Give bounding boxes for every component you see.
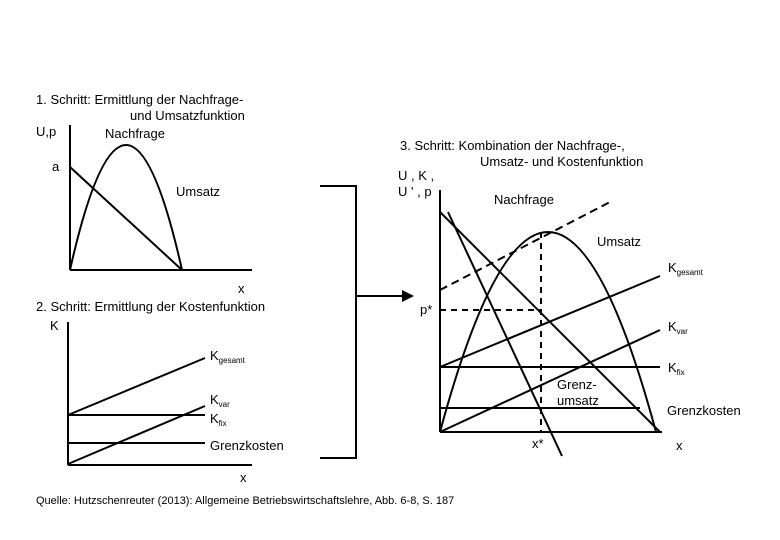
step2-marginal-cost-label: Grenzkosten [210, 438, 284, 453]
step1-revenue-label: Umsatz [176, 184, 221, 199]
step3-revenue-label: Umsatz [597, 234, 642, 249]
step2-x-axis-label: x [240, 470, 247, 485]
step2-var-cost-label: $K_{var}$ [210, 392, 230, 409]
step1-revenue-curve [70, 145, 182, 270]
arrow-head [402, 290, 414, 302]
step3-price-label: p* [420, 302, 433, 317]
step3-total-cost-label: $K_{gesamt}$ [668, 260, 703, 277]
step1-y-axis-label: U,p [36, 124, 57, 139]
step3-marginal-revenue-line1: Grenz- [557, 377, 597, 392]
step1-demand-label: Nachfrage [105, 126, 165, 141]
step1-demand-line [70, 167, 182, 270]
connector [320, 186, 414, 458]
step3-fix-cost-label: $K_{fix}$ [668, 360, 685, 377]
step3-marginal-revenue-line2: umsatz [557, 393, 599, 408]
step3-variable-cost-line [440, 330, 660, 432]
step3-var-cost-label: $K_{var}$ [668, 319, 688, 336]
step2-title: 2. Schritt: Ermittlung der Kostenfunktion [36, 299, 266, 314]
step3-x-axis-label: x [676, 438, 683, 453]
step3-marginal-cost-label: Grenzkosten [667, 403, 741, 418]
step3-total-cost-line [440, 202, 610, 290]
source-citation: Quelle: Hutzschenreuter (2013): Allgemeine Betriebswirtschaftslehre, Abb. 6-8, S. 187 [36, 495, 455, 507]
step3-panel [398, 138, 741, 456]
step3-title-line1: 3. Schritt: Kombination der Nachfrage-, [400, 138, 625, 153]
step2-panel [36, 299, 284, 485]
step3-title-line2: Umsatz- und Kostenfunktion [480, 154, 644, 169]
step3-y-axis-line1: U , K , [398, 168, 435, 183]
step2-total-cost-label: $K_{gesamt}$ [210, 348, 245, 365]
step2-total-cost-line [68, 358, 205, 415]
step1-title-line2: und Umsatzfunktion [130, 108, 245, 123]
step2-fix-cost-label: $K_{fix}$ [210, 411, 227, 428]
step2-y-axis-label: K [50, 318, 59, 333]
step3-demand-label: Nachfrage [494, 192, 554, 207]
step3-y-axis-line2: U ' , p [398, 184, 432, 199]
step1-panel [36, 92, 252, 296]
bracket [320, 186, 356, 458]
step1-title-line1: 1. Schritt: Ermittlung der Nachfrage- [36, 92, 244, 107]
step3-optimum-label: x* [532, 436, 544, 451]
step1-x-axis-label: x [238, 281, 245, 296]
step1-intercept-label: a [52, 159, 60, 174]
